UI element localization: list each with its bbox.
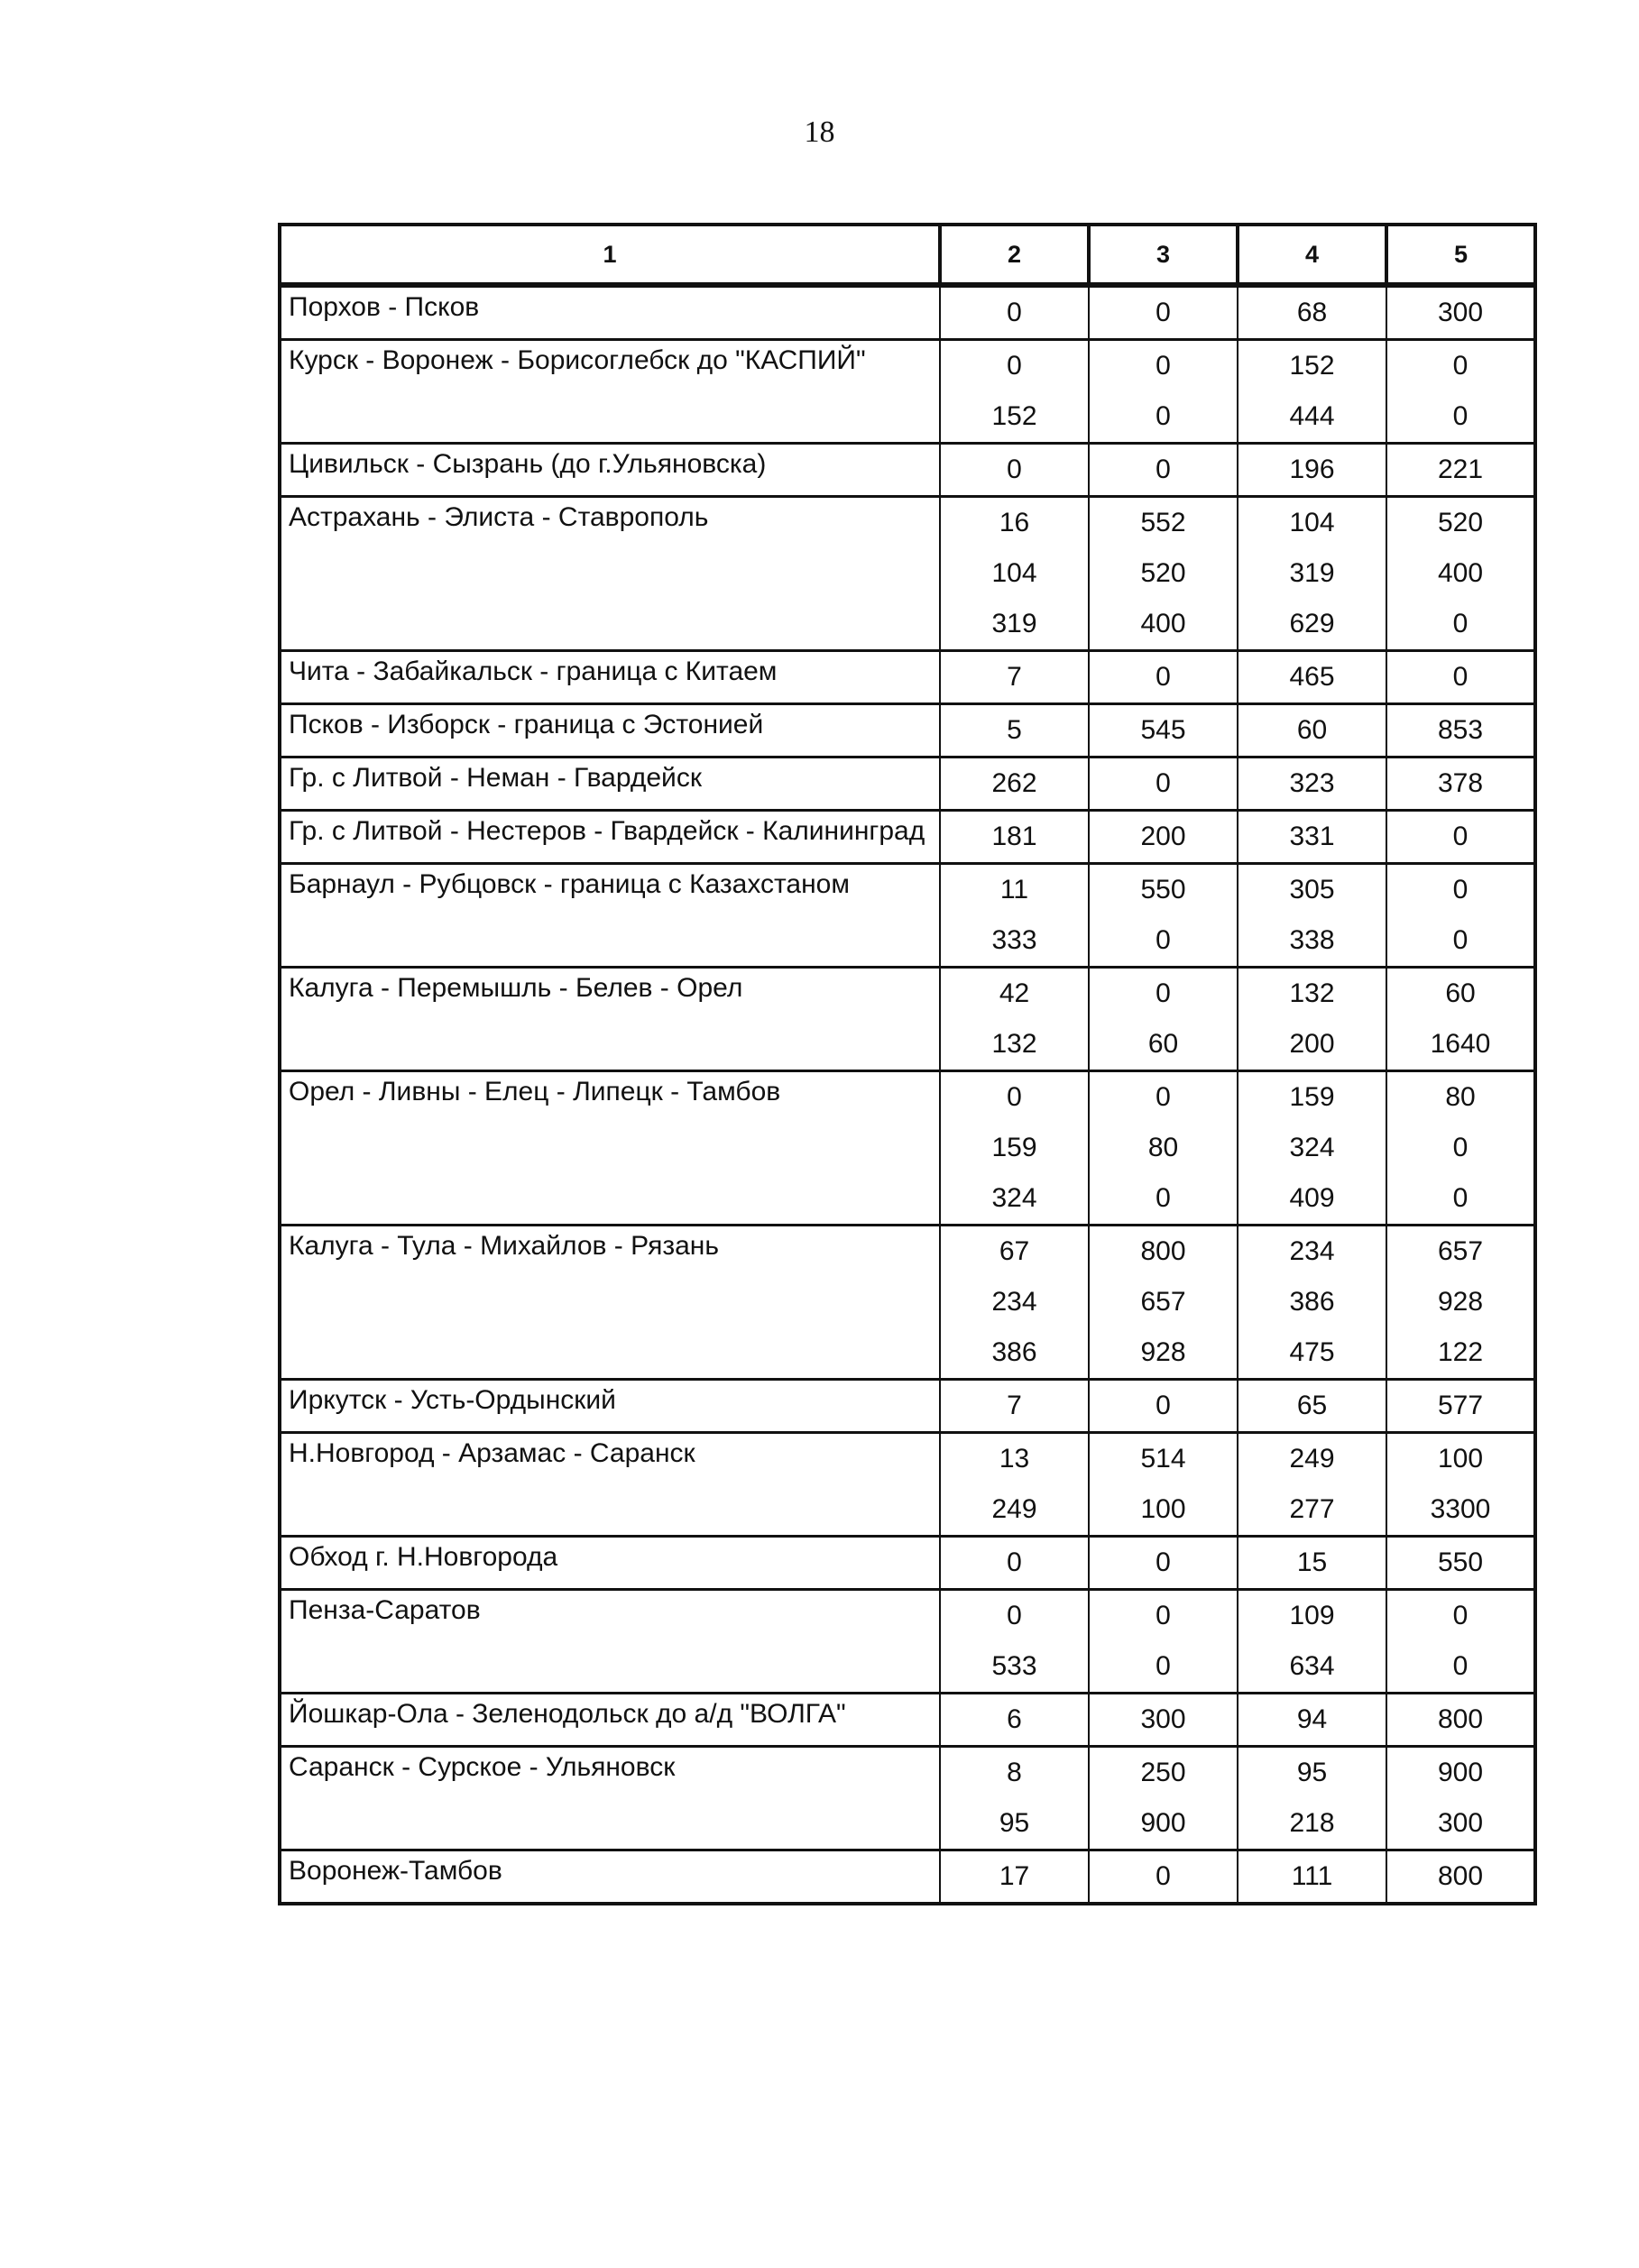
route-name: Курск - Воронеж - Борисоглебск до "КАСПИЙ" [280, 340, 940, 444]
route-name: Барнаул - Рубцовск - граница с Казахстаном [280, 864, 940, 968]
value-cell-col-4: 338 [1238, 915, 1386, 968]
value-cell-col-3: 0 [1089, 444, 1238, 497]
value-cell-col-3: 0 [1089, 1590, 1238, 1642]
value-cell-col-2: 42 [940, 968, 1089, 1020]
table-row [280, 1850, 1535, 1905]
value-cell-col-4: 319 [1238, 548, 1386, 599]
value-cell-col-5: 900 [1386, 1747, 1535, 1799]
value-cell-col-4: 277 [1238, 1484, 1386, 1537]
value-cell-col-2: 324 [940, 1173, 1089, 1226]
value-cell-col-3: 0 [1089, 340, 1238, 392]
value-cell-col-2: 7 [940, 651, 1089, 704]
value-cell-col-5: 928 [1386, 1277, 1535, 1327]
value-cell-col-2: 533 [940, 1641, 1089, 1694]
value-cell-col-4: 234 [1238, 1226, 1386, 1278]
table-row [280, 444, 1535, 497]
route-name: Обход г. Н.Новгорода [280, 1537, 940, 1590]
value-cell-col-4: 132 [1238, 968, 1386, 1020]
value-cell-col-5: 0 [1386, 391, 1535, 444]
value-cell-col-4: 409 [1238, 1173, 1386, 1226]
route-name: Иркутск - Усть-Ордынский [280, 1380, 940, 1433]
value-cell-col-3: 0 [1089, 968, 1238, 1020]
value-cell-col-4: 200 [1238, 1019, 1386, 1071]
value-cell-col-2: 152 [940, 391, 1089, 444]
table-row [280, 651, 1535, 704]
value-cell-col-5: 800 [1386, 1850, 1535, 1905]
table-row [280, 285, 1535, 340]
value-cell-col-5: 400 [1386, 548, 1535, 599]
value-cell-col-5: 80 [1386, 1071, 1535, 1124]
value-cell-col-2: 7 [940, 1380, 1089, 1433]
value-cell-col-2: 95 [940, 1798, 1089, 1850]
table-row [280, 1537, 1535, 1590]
value-cell-col-4: 323 [1238, 758, 1386, 811]
value-cell-col-3: 60 [1089, 1019, 1238, 1071]
value-cell-col-4: 152 [1238, 340, 1386, 392]
value-cell-col-5: 800 [1386, 1694, 1535, 1747]
value-cell-col-5: 1640 [1386, 1019, 1535, 1071]
column-header-2: 2 [940, 225, 1089, 285]
value-cell-col-3: 0 [1089, 1641, 1238, 1694]
value-cell-col-4: 634 [1238, 1641, 1386, 1694]
value-cell-col-2: 16 [940, 497, 1089, 549]
value-cell-col-3: 520 [1089, 548, 1238, 599]
value-cell-col-3: 928 [1089, 1327, 1238, 1380]
value-cell-col-2: 249 [940, 1484, 1089, 1537]
value-cell-col-5: 300 [1386, 1798, 1535, 1850]
value-cell-col-2: 11 [940, 864, 1089, 916]
value-cell-col-4: 65 [1238, 1380, 1386, 1433]
value-cell-col-2: 104 [940, 548, 1089, 599]
table-header-row [280, 225, 1535, 285]
value-cell-col-3: 514 [1089, 1433, 1238, 1485]
value-cell-col-3: 400 [1089, 599, 1238, 651]
value-cell-col-5: 378 [1386, 758, 1535, 811]
value-cell-col-2: 181 [940, 811, 1089, 864]
value-cell-col-5: 122 [1386, 1327, 1535, 1380]
value-cell-col-4: 68 [1238, 285, 1386, 340]
value-cell-col-2: 5 [940, 704, 1089, 758]
column-header-1: 1 [280, 225, 940, 285]
value-cell-col-5: 577 [1386, 1380, 1535, 1433]
value-cell-col-2: 262 [940, 758, 1089, 811]
value-cell-col-3: 0 [1089, 1380, 1238, 1433]
value-cell-col-3: 0 [1089, 1071, 1238, 1124]
value-cell-col-4: 111 [1238, 1850, 1386, 1905]
value-cell-col-3: 200 [1089, 811, 1238, 864]
column-header-4: 4 [1238, 225, 1386, 285]
value-cell-col-2: 333 [940, 915, 1089, 968]
value-cell-col-5: 0 [1386, 1173, 1535, 1226]
value-cell-col-5: 657 [1386, 1226, 1535, 1278]
value-cell-col-2: 0 [940, 285, 1089, 340]
value-cell-col-4: 324 [1238, 1123, 1386, 1173]
value-cell-col-2: 0 [940, 1590, 1089, 1642]
value-cell-col-3: 0 [1089, 651, 1238, 704]
routes-table [278, 223, 1537, 1905]
column-header-3: 3 [1089, 225, 1238, 285]
table-row [280, 497, 1535, 549]
value-cell-col-3: 800 [1089, 1226, 1238, 1278]
table-row [280, 811, 1535, 864]
value-cell-col-3: 0 [1089, 285, 1238, 340]
route-name: Цивильск - Сызрань (до г.Ульяновска) [280, 444, 940, 497]
value-cell-col-5: 0 [1386, 864, 1535, 916]
value-cell-col-4: 15 [1238, 1537, 1386, 1590]
route-name: Йошкар-Ола - Зеленодольск до а/д "ВОЛГА" [280, 1694, 940, 1747]
value-cell-col-4: 465 [1238, 651, 1386, 704]
value-cell-col-5: 853 [1386, 704, 1535, 758]
table-row [280, 340, 1535, 392]
value-cell-col-5: 221 [1386, 444, 1535, 497]
route-name: Псков - Изборск - граница с Эстонией [280, 704, 940, 758]
value-cell-col-5: 0 [1386, 651, 1535, 704]
route-name: Гр. с Литвой - Нестеров - Гвардейск - Калининград [280, 811, 940, 864]
value-cell-col-3: 552 [1089, 497, 1238, 549]
route-name: Гр. с Литвой - Неман - Гвардейск [280, 758, 940, 811]
route-name: Н.Новгород - Арзамас - Саранск [280, 1433, 940, 1537]
value-cell-col-5: 0 [1386, 340, 1535, 392]
value-cell-col-5: 0 [1386, 1641, 1535, 1694]
value-cell-col-2: 234 [940, 1277, 1089, 1327]
value-cell-col-5: 60 [1386, 968, 1535, 1020]
value-cell-col-4: 475 [1238, 1327, 1386, 1380]
table-row [280, 758, 1535, 811]
route-name: Калуга - Перемышль - Белев - Орел [280, 968, 940, 1071]
value-cell-col-3: 0 [1089, 915, 1238, 968]
value-cell-col-4: 95 [1238, 1747, 1386, 1799]
value-cell-col-2: 319 [940, 599, 1089, 651]
value-cell-col-5: 3300 [1386, 1484, 1535, 1537]
route-name: Калуга - Тула - Михайлов - Рязань [280, 1226, 940, 1380]
value-cell-col-3: 0 [1089, 391, 1238, 444]
value-cell-col-3: 545 [1089, 704, 1238, 758]
value-cell-col-5: 0 [1386, 599, 1535, 651]
value-cell-col-4: 249 [1238, 1433, 1386, 1485]
routes-table-body [280, 285, 1535, 1904]
value-cell-col-4: 104 [1238, 497, 1386, 549]
value-cell-col-5: 0 [1386, 1590, 1535, 1642]
value-cell-col-4: 196 [1238, 444, 1386, 497]
route-name: Воронеж-Тамбов [280, 1850, 940, 1905]
route-name: Орел - Ливны - Елец - Липецк - Тамбов [280, 1071, 940, 1226]
table-row [280, 1694, 1535, 1747]
route-name: Пенза-Саратов [280, 1590, 940, 1694]
table-row [280, 1071, 1535, 1124]
value-cell-col-3: 250 [1089, 1747, 1238, 1799]
value-cell-col-4: 305 [1238, 864, 1386, 916]
table-row [280, 704, 1535, 758]
value-cell-col-2: 159 [940, 1123, 1089, 1173]
table-row [280, 968, 1535, 1020]
value-cell-col-2: 8 [940, 1747, 1089, 1799]
route-name: Астрахань - Элиста - Ставрополь [280, 497, 940, 651]
table-row [280, 1380, 1535, 1433]
value-cell-col-2: 0 [940, 340, 1089, 392]
page-number: 18 [804, 115, 835, 149]
value-cell-col-4: 94 [1238, 1694, 1386, 1747]
value-cell-col-3: 0 [1089, 1850, 1238, 1905]
value-cell-col-5: 300 [1386, 285, 1535, 340]
value-cell-col-3: 900 [1089, 1798, 1238, 1850]
value-cell-col-3: 80 [1089, 1123, 1238, 1173]
value-cell-col-2: 13 [940, 1433, 1089, 1485]
value-cell-col-4: 331 [1238, 811, 1386, 864]
table-row [280, 1747, 1535, 1799]
value-cell-col-5: 520 [1386, 497, 1535, 549]
value-cell-col-3: 0 [1089, 1537, 1238, 1590]
value-cell-col-4: 60 [1238, 704, 1386, 758]
table-row [280, 1590, 1535, 1642]
table-row [280, 1226, 1535, 1278]
value-cell-col-5: 0 [1386, 915, 1535, 968]
value-cell-col-2: 386 [940, 1327, 1089, 1380]
value-cell-col-2: 17 [940, 1850, 1089, 1905]
value-cell-col-3: 550 [1089, 864, 1238, 916]
value-cell-col-3: 0 [1089, 1173, 1238, 1226]
table-row [280, 1433, 1535, 1485]
value-cell-col-4: 218 [1238, 1798, 1386, 1850]
value-cell-col-3: 300 [1089, 1694, 1238, 1747]
value-cell-col-4: 159 [1238, 1071, 1386, 1124]
value-cell-col-4: 386 [1238, 1277, 1386, 1327]
value-cell-col-5: 550 [1386, 1537, 1535, 1590]
value-cell-col-2: 0 [940, 1537, 1089, 1590]
route-name: Саранск - Сурское - Ульяновск [280, 1747, 940, 1850]
value-cell-col-2: 6 [940, 1694, 1089, 1747]
value-cell-col-3: 0 [1089, 758, 1238, 811]
route-name: Чита - Забайкальск - граница с Китаем [280, 651, 940, 704]
table-row [280, 864, 1535, 916]
route-name: Порхов - Псков [280, 285, 940, 340]
value-cell-col-2: 0 [940, 444, 1089, 497]
value-cell-col-4: 109 [1238, 1590, 1386, 1642]
value-cell-col-2: 132 [940, 1019, 1089, 1071]
value-cell-col-5: 0 [1386, 811, 1535, 864]
column-header-5: 5 [1386, 225, 1535, 285]
value-cell-col-4: 629 [1238, 599, 1386, 651]
value-cell-col-2: 67 [940, 1226, 1089, 1278]
value-cell-col-5: 100 [1386, 1433, 1535, 1485]
value-cell-col-4: 444 [1238, 391, 1386, 444]
value-cell-col-3: 657 [1089, 1277, 1238, 1327]
value-cell-col-2: 0 [940, 1071, 1089, 1124]
value-cell-col-3: 100 [1089, 1484, 1238, 1537]
value-cell-col-5: 0 [1386, 1123, 1535, 1173]
